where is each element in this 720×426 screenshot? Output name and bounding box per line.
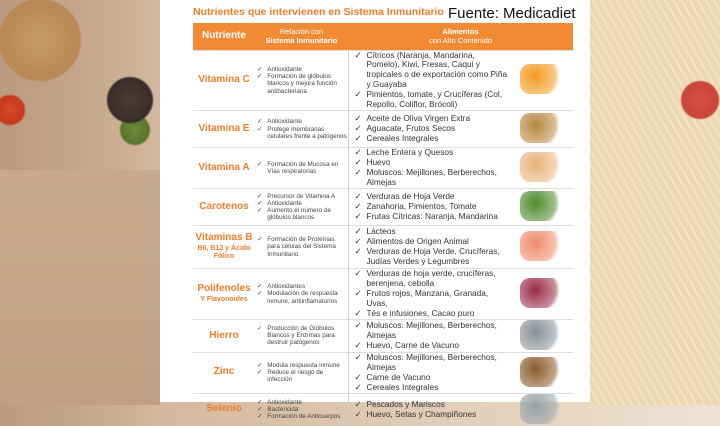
food-image-cell [510,148,573,189]
relation-cell [255,319,348,352]
food-image-cell [510,111,573,148]
relation-cell [255,50,348,111]
header-relation-line1: Relación con [279,27,324,37]
relation-item: ✓ Aumento el número de glóbulos blancos [257,207,348,221]
food-item: ✓ Leche Entera y Quesos [355,148,511,158]
food-item: ✓ Cereales Integrales [355,134,511,144]
food-image [520,64,564,94]
food-image-cell [510,226,573,269]
food-item: ✓ Cereales Integrales [355,383,511,393]
nutrient-label: Carotenos [199,200,249,212]
food-item: ✓ Aguacate, Frutos Secos [355,124,511,134]
food-image-cell [510,393,573,426]
nutrient-name [193,111,255,148]
nutrients-table [193,23,573,426]
relation-item: ✓ Antioxidante [257,399,348,406]
nutrient-label: Hierro [209,329,239,341]
food-image [520,231,564,261]
food-item: ✓ Moluscos: Mejillones, Berberechos, Almejas [355,168,511,188]
food-item: ✓ Lácteos [355,227,511,237]
relation-cell [255,226,348,269]
header-foods [348,23,573,50]
food-item: ✓ Alimentos de Origen Animal [355,237,511,247]
background-food-left [0,0,160,405]
table-row [193,148,573,189]
foods-cell [348,226,510,269]
food-image [520,152,564,182]
foods-cell [348,269,510,320]
food-item: ✓ Verduras de hoja verde, crucíferas, berenjena, cebolla [355,269,511,289]
relation-item: ✓ Producción de Glóbulos Blancos y Enzimas para destruir patógenos [257,325,348,347]
table-row [193,269,573,320]
relation-item: ✓ Formación de Proteínas para células del Sistema Inmunitario [257,236,348,258]
relation-item: ✓ Antioxidante [257,118,348,125]
relation-item: ✓ Reduce el riesgo de infección [257,369,348,383]
food-item: ✓ Pimientos, tomate, y Crucíferas (Col, Repollo, Coliflor, Brócoli) [355,90,511,110]
foods-cell [348,319,510,352]
background-pasta-right [590,0,720,405]
relation-item: ✓ Formación de Anticuerpos [257,413,348,420]
food-image-cell [510,319,573,352]
food-item: ✓ Carne de Vacuno [355,373,511,383]
foods-cell [348,393,510,426]
table-row [193,226,573,269]
nutrient-label: Vitamina E [198,122,250,134]
foods-cell [348,111,510,148]
food-image [520,191,564,221]
table-row [193,189,573,226]
nutrient-label: Vitamina A [198,161,250,173]
food-item: ✓ Tés e infusiones, Cacao puro [355,309,511,319]
table-row [193,319,573,352]
relation-item: ✓ Modula respuesta inmune [257,362,348,369]
relation-item: ✓ Antioxidante [257,66,348,73]
food-image-cell [510,189,573,226]
nutrient-label: Vitaminas B [195,232,253,244]
nutrient-name [193,269,255,320]
relation-item: ✓ Modulación de respuesta inmune, antiinflamatorios [257,290,348,304]
infographic-title: Nutrientes que intervienen en Sistema Inmunitario [193,6,444,18]
relation-item: ✓ Formación de Mucosa en Vías respiratorias [257,161,348,175]
nutrient-name [193,189,255,226]
relation-item: ✓ Precursor de Vitamina A [257,193,348,200]
food-item: ✓ Huevo, Carne de Vacuno [355,341,511,351]
nutrient-name [193,393,255,426]
nutrient-name [193,50,255,111]
relation-cell [255,352,348,393]
relation-item: ✓ Antioxidante [257,200,348,207]
nutrient-name [193,352,255,393]
food-image [520,357,564,387]
table-header [193,23,573,50]
nutrient-subtitle: Y Flavonoides [200,295,248,303]
food-image-cell [510,352,573,393]
foods-cell [348,352,510,393]
food-item: ✓ Huevo [355,158,511,168]
nutrient-label: Polifenoles [197,283,251,295]
table-row [193,50,573,111]
relation-cell [255,148,348,189]
food-image-cell [510,269,573,320]
relation-cell [255,269,348,320]
table-row [193,393,573,426]
food-item: ✓ Moluscos: Mejillones, Berberechos, Almejas [355,321,511,341]
relation-item: ✓ Protege membranas celulares frente a patógenos [257,126,348,140]
food-image-cell [510,50,573,111]
food-image [520,394,564,424]
foods-cell [348,50,510,111]
foods-cell [348,189,510,226]
table-row [193,111,573,148]
nutrient-label: Zinc [213,366,235,378]
food-item: ✓ Cítricos (Naranja, Mandarina, Pomelo), Kiwi, Fresas, Caqui y tropicales o de exportación como Piña y Guayaba [355,51,511,91]
relation-cell [255,111,348,148]
food-item: ✓ Frutos rojos, Manzana, Granada, Uvas, [355,289,511,309]
food-image [520,113,564,143]
nutrient-name [193,319,255,352]
header-foods-line2: con Alto Contenido [429,36,492,46]
food-item: ✓ Huevo, Setas y Champiñones [355,410,511,420]
food-image [520,278,564,308]
foods-cell [348,148,510,189]
nutrient-label: Vitamina C [198,74,250,86]
relation-item: ✓ Bactericida [257,406,348,413]
food-item: ✓ Moluscos: Mejillones, Berberechos, Almejas [355,353,511,373]
header-relation-line2: Sistema Inmunitario [265,36,338,46]
source-label: Fuente: Medicadiet [448,5,576,22]
food-item: ✓ Pescados y Mariscos [355,400,511,410]
food-item: ✓ Verduras de Hoja Verde, Crucíferas, Judías Verdes y Legumbres [355,247,511,267]
food-item: ✓ Verduras de Hoja Verde [355,192,511,202]
food-item: ✓ Frutas Cítricas: Naranja, Mandarina [355,212,511,222]
relation-cell [255,189,348,226]
relation-cell [255,393,348,426]
food-item: ✓ Aceite de Oliva Virgen Extra [355,114,511,124]
nutrient-name [193,148,255,189]
nutrient-subtitle: B6, B12 y Ácido Fólico [197,244,251,261]
nutrient-label: Selenio [206,403,242,415]
food-image [520,320,564,350]
header-nutrient: Nutriente [193,23,255,50]
nutrient-name [193,226,255,269]
relation-item: ✓ Antioxidantes [257,283,348,290]
header-foods-line1: Alimentos [442,27,479,37]
header-relation [255,23,348,50]
table-row [193,352,573,393]
food-item: ✓ Zanahoria, Pimientos, Tomate [355,202,511,212]
relation-item: ✓ Formación de glóbulos blancos y mejora función antibacteriana [257,73,348,95]
